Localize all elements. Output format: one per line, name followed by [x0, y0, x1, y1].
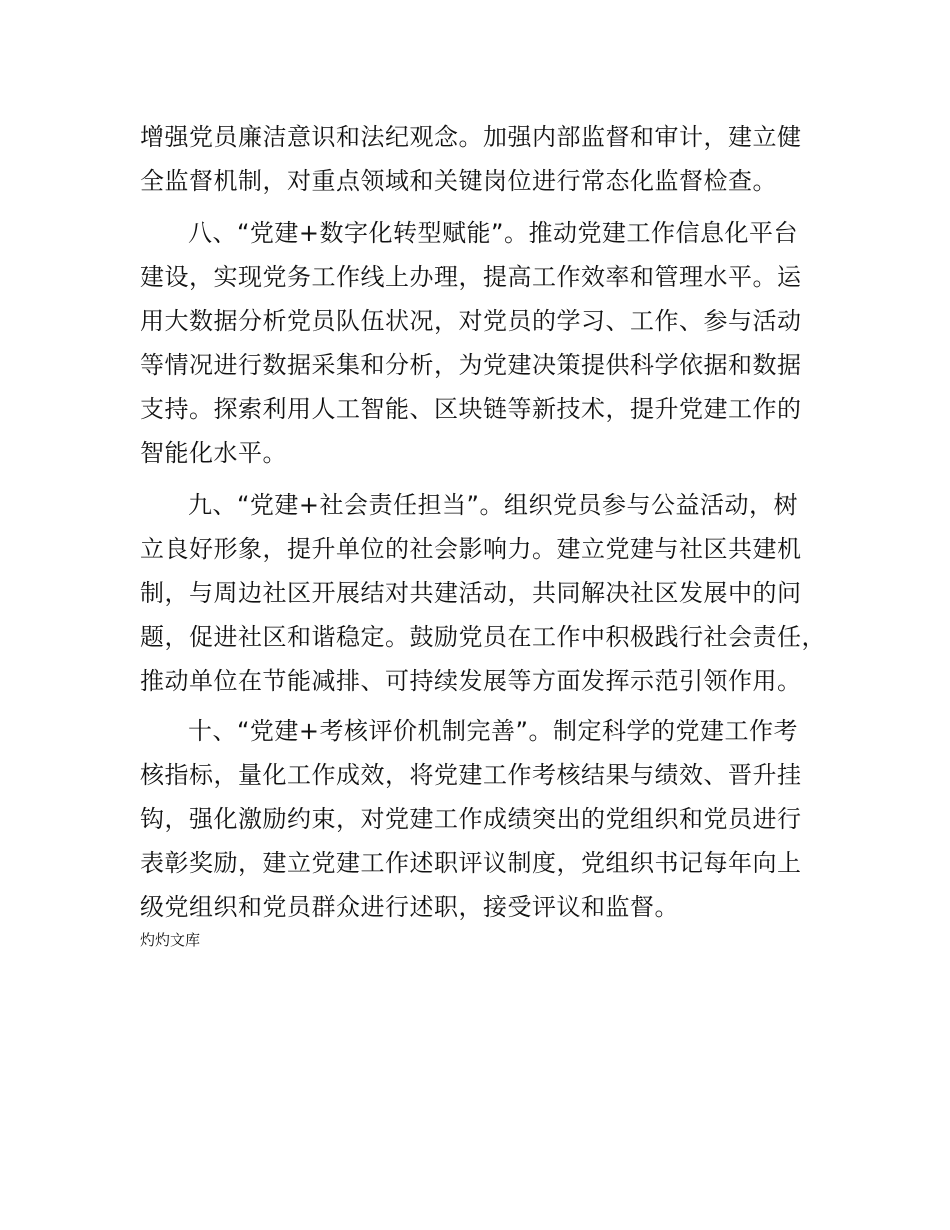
text-line: 级党组织和党员群众进行述职，接受评议和监督。 [140, 893, 679, 921]
text-line: 制，与周边社区开展结对共建活动，共同解决社区发展中的问 [140, 579, 802, 607]
section-ten-heading-line: 十、“党建+考核评价机制完善”。制定科学的党建工作考 [188, 717, 798, 745]
text-line: 建设，实现党务工作线上办理，提高工作效率和管理水平。运 [140, 263, 802, 291]
text-line: 表彰奖励，建立党建工作述职评议制度，党组织书记每年向上 [140, 849, 802, 877]
section-nine-heading-line: 九、“党建+社会责任担当”。组织党员参与公益活动，树 [188, 491, 798, 519]
text-line: 智能化水平。 [140, 439, 287, 467]
text-line: 全监督机制，对重点领域和关键岗位进行常态化监督检查。 [140, 167, 777, 195]
section-eight-heading-line: 八、“党建+数字化转型赋能”。推动党建工作信息化平台 [188, 219, 798, 247]
text-line: 推动单位在节能减排、可持续发展等方面发挥示范引领作用。 [140, 667, 802, 695]
text-line: 用大数据分析党员队伍状况，对党员的学习、工作、参与活动 [140, 307, 802, 335]
text-line: 等情况进行数据采集和分析，为党建决策提供科学依据和数据 [140, 351, 802, 379]
text-line: 核指标，量化工作成效，将党建工作考核结果与绩效、晋升挂 [140, 761, 802, 789]
text-line: 钩，强化激励约束，对党建工作成绩突出的党组织和党员进行 [140, 805, 802, 833]
footer-source-label: 灼灼文库 [140, 931, 201, 949]
text-line: 立良好形象，提升单位的社会影响力。建立党建与社区共建机 [140, 535, 802, 563]
text-line: 支持。探索利用人工智能、区块链等新技术，提升党建工作的 [140, 395, 802, 423]
text-line: 增强党员廉洁意识和法纪观念。加强内部监督和审计，建立健 [140, 123, 802, 151]
text-line: 题，促进社区和谐稳定。鼓励党员在工作中积极践行社会责任， [140, 623, 826, 651]
